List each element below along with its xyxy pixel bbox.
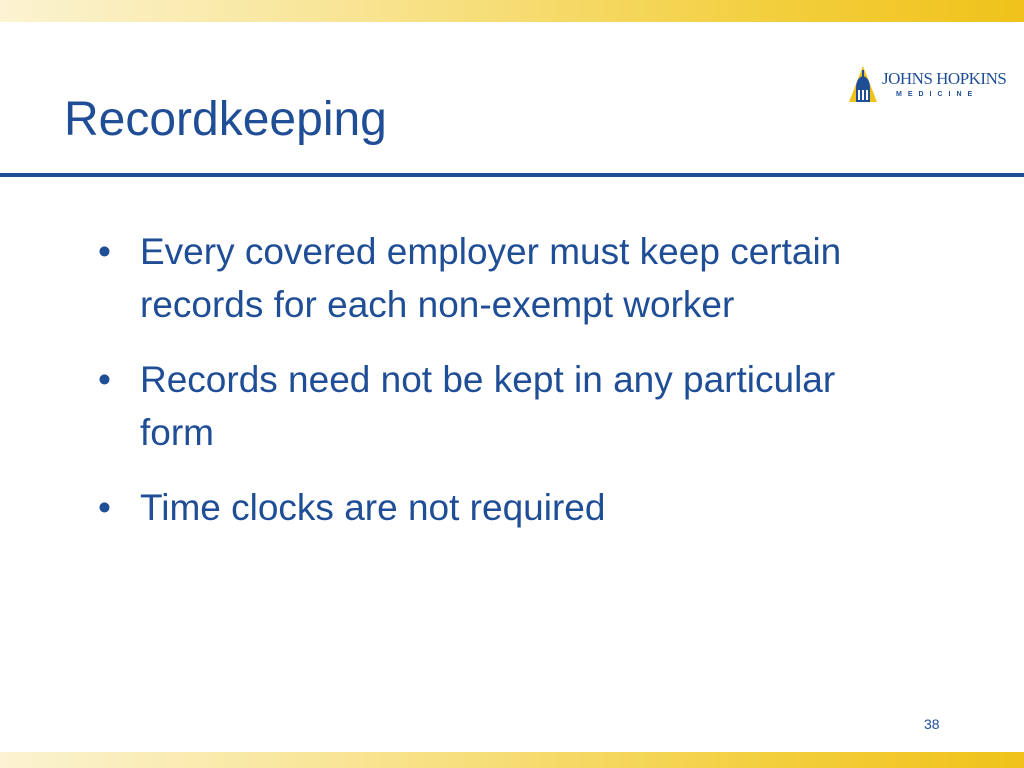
bullet-text: Records need not be kept in any particular form (140, 359, 836, 453)
top-gold-band (0, 0, 1024, 22)
bullet-list (98, 225, 898, 556)
bullet-dot: • (98, 487, 111, 528)
bullet-text: Every covered employer must keep certain records for each non-exempt worker (140, 231, 842, 325)
logo-wordmark: JOHNS HOPKINS (882, 69, 1007, 88)
slide-title: Recordkeeping (64, 93, 387, 146)
bullet-text: Time clocks are not required (140, 487, 606, 528)
logo-subtitle: MEDICINE (896, 91, 979, 98)
bullet-item (98, 481, 898, 534)
page-number: 38 (924, 716, 940, 732)
bullet-item (98, 353, 898, 459)
bullet-dot: • (98, 359, 111, 400)
dome-emblem-icon (846, 64, 880, 104)
johns-hopkins-logo (846, 64, 1006, 104)
bullet-item (98, 225, 898, 331)
bullet-dot: • (98, 231, 111, 272)
title-rule (0, 173, 1024, 177)
bottom-gold-band (0, 752, 1024, 768)
